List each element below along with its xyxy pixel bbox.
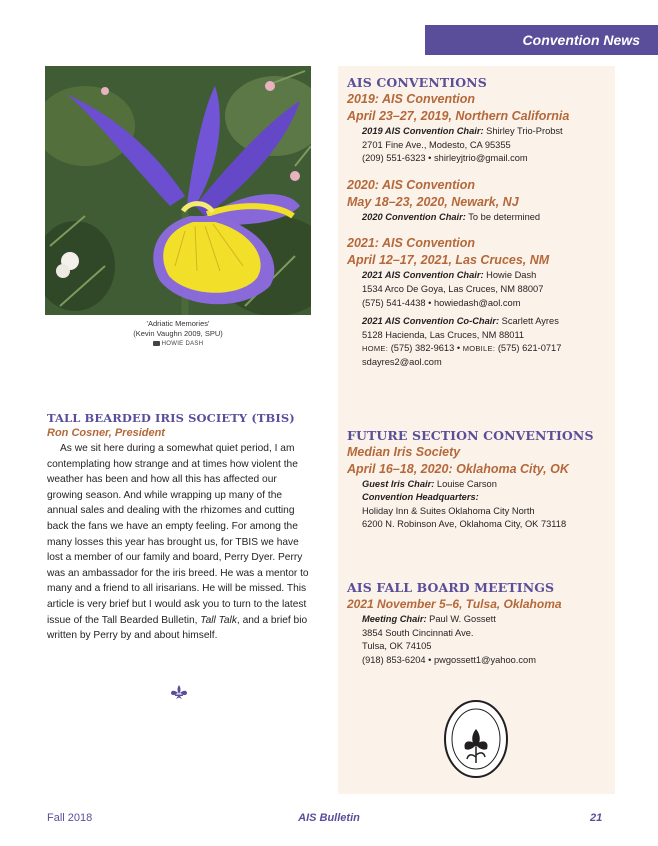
chair-name: Howie Dash [486,270,537,281]
meeting-chair-address1: 3854 South Cincinnati Ave. [362,627,474,638]
cochair-phones: HOME: (575) 382-9613 • MOBILE: (575) 621-0717 [362,343,562,354]
convention-2020 [347,177,615,225]
photo-caption [45,319,311,349]
convention-2021 [347,235,615,369]
convention-2020-date: May 18–23, 2020, Newark, NJ [347,194,519,209]
convention-2021-details [347,269,615,369]
meeting-chair-name: Paul W. Gossett [429,613,496,624]
article-body [47,441,311,644]
chair-address: 1534 Arco De Goya, Las Cruces, NM 88007 [362,283,544,294]
meeting-chair-contact: (918) 853-6204 • pwgossett1@yahoo.com [362,654,536,665]
hq-label: Convention Headquarters: [362,492,479,503]
article-title: TALL BEARDED IRIS SOCIETY (TBIS) [47,411,295,425]
caption-hybridizer: (Kevin Vaughn 2009, SPU) [133,329,223,338]
convention-2019-date: April 23–27, 2019, Northern California [347,109,570,123]
ais-conventions-title: AIS CONVENTIONS [347,75,487,90]
convention-2019 [347,91,615,166]
mobile-phone: (575) 621-0717 [497,343,562,354]
future-section-conventions [347,428,615,532]
cochair-address: 5128 Hacienda, Las Cruces, NM 88011 [362,329,525,340]
convention-2021-name: 2021: AIS Convention [347,236,476,251]
footer-page-number: 21 [590,812,603,824]
photo-credit [45,339,311,349]
fall-board-title: AIS FALL BOARD MEETINGS [347,579,555,595]
chair-label: 2021 AIS Convention Chair: [362,270,484,281]
chair-contact: (575) 541-4438 • howiedash@aol.com [362,297,521,308]
article-body-end: , and a brief bio written by Perry by and about himself. [47,614,308,642]
guest-chair-name: Louise Carson [436,478,497,489]
convention-2019-details [347,125,615,166]
hq-name: Holiday Inn & Suites Oklahoma City North [362,505,535,516]
home-label: HOME: [362,344,389,354]
footer-season: Fall 2018 [47,812,93,824]
median-iris-society: Median Iris Society [347,444,461,459]
chair-name: To be determined [468,211,541,222]
chair-label: 2019 AIS Convention Chair: [362,126,484,136]
footer-publication: AIS Bulletin [298,812,360,824]
article-body-publication: Tall Talk [200,614,237,626]
fall-board-date: 2021 November 5–6, Tulsa, Oklahoma [347,596,562,611]
cochair-name: Scarlett Ayres [501,316,559,327]
meeting-chair-address2: Tulsa, OK 74105 [362,641,432,652]
hq-address: 6200 N. Robinson Ave, Oklahoma City, OK 73118 [362,519,567,530]
mobile-label: MOBILE: [462,344,496,354]
cochair-email: sdayres2@aol.com [362,356,442,367]
chair-label: 2020 Convention Chair: [362,211,466,222]
iris-society-seal-icon [443,699,509,779]
conventions-sidebar [338,66,615,794]
fall-board-details [347,613,615,667]
home-phone: (575) 382-9613 [390,343,455,354]
chair-address: 2701 Fine Ave., Modesto, CA 95355 [362,139,511,150]
meeting-chair-label: Meeting Chair: [362,613,427,624]
iris-photo [45,66,311,315]
caption-cultivar: 'Adriatic Memories' [146,319,210,328]
chair-name: Shirley Trio-Probst [486,126,563,136]
convention-2020-details [347,211,615,225]
convention-2019-name: 2019: AIS Convention [347,92,476,106]
camera-icon [153,341,160,346]
convention-2020-name: 2020: AIS Convention [347,177,476,192]
future-sections-title: FUTURE SECTION CONVENTIONS [347,427,594,443]
article-body-main: As we sit here during a somewhat quiet period, I am contemplating how strange and at times how violent the weather has been and how all this has affected our growing season. And while wrapping up many of the annual sales and dealing with the rhizomes and cutting back the fans we have an empty feeling. For among the many losses this year has brought us, for TBIS we have lost a member of our family and board, Perry Dyer. Perry was an ambassador for the iris breed. He was a mentor to many and a friend to all irisarians. He will be missed. This article is very brief but I would ask you to turn to the latest issue of the Tall Bearded Bulletin, [47,443,309,626]
section-banner: Convention News [425,25,658,55]
fall-board-meetings [347,580,615,667]
tbis-article [47,411,311,644]
chair-contact: (209) 551-6323 • shirleyjtrio@gmail.com [362,153,528,164]
cochair-label: 2021 AIS Convention Co-Chair: [362,316,500,327]
median-convention-date: April 16–18, 2020: Oklahoma City, OK [347,461,569,476]
fleur-de-lis-icon [170,684,188,700]
article-author: Ron Cosner, President [47,427,165,439]
photo-credit-name: HOWIE DASH [161,341,204,347]
convention-2021-date: April 12–17, 2021, Las Cruces, NM [347,253,550,268]
median-convention-details [347,478,615,532]
guest-chair-label: Guest Iris Chair: [362,478,435,489]
